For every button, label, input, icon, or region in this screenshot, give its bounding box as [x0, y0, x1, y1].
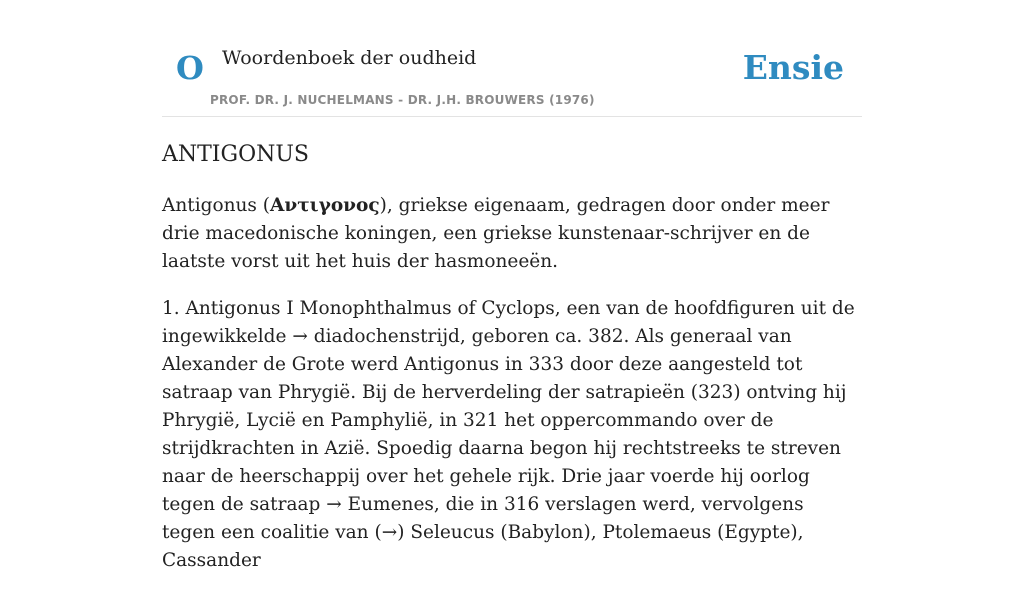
greek-name: Αντιγονος [270, 195, 380, 216]
book-authors: PROF. DR. J. NUCHELMANS - DR. J.H. BROUWERS (1976) [210, 93, 595, 107]
entry-intro-paragraph [162, 192, 862, 276]
link-arrow-reference[interactable]: → [381, 522, 398, 543]
section1-text-c: , die in 316 verslagen werd, vervolgens tegen een coalitie van ( [162, 494, 804, 543]
section1-text-a: 1. Antigonus I Monophthalmus of Cyclops, een van de hoofdfiguren uit de ingewikkelde [162, 298, 855, 347]
entry-section-1 [162, 295, 862, 575]
section1-text-b: , geboren ca. 382. Als generaal van Alexander de Grote werd Antigonus in 333 door deze aangesteld tot satraap van Phrygië. Bij de herverdeling der satrapieën (323) ontving hij Phrygië, Lycië en Pamphylië, in 321 het oppercommando over de strijdkrachten in Azië. Spoedig daarna begon hij rechtstreeks te streven naar de heerschappij over het gehele rijk. Drie jaar voerde hij oorlog tegen de satraap [162, 326, 847, 515]
letter-index[interactable]: O [176, 49, 204, 87]
intro-text-start: Antigonus ( [162, 195, 271, 216]
intro-text-rest: ), griekse eigenaam, gedragen door onder meer drie macedonische koningen, een griekse kunstenaar-schrijver en de laatste vorst uit het huis der hasmoneeën. [162, 195, 830, 272]
entry-content [162, 192, 862, 594]
ensie-logo-link[interactable]: Ensie [742, 48, 844, 87]
link-diadochenstrijd[interactable]: → diadochenstrijd [292, 326, 460, 347]
link-eumenes[interactable]: → Eumenes [326, 494, 434, 515]
entry-title: ANTIGONUS [162, 142, 309, 167]
book-title[interactable]: Woordenboek der oudheid [222, 47, 477, 69]
section1-text-d: ) Seleucus (Babylon), Ptolemaeus (Egypte), Cassander [162, 522, 804, 571]
site-header [162, 0, 862, 117]
